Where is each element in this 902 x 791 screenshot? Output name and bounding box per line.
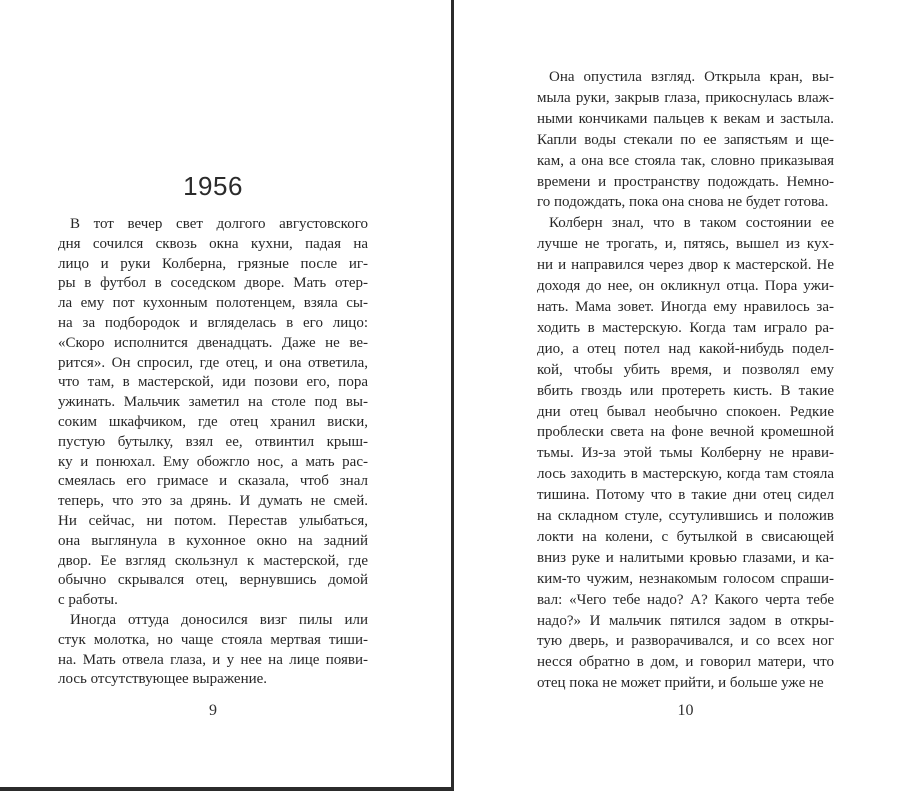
text-line: нать. Мама зовет. Иногда ему нравилось за- [537, 298, 834, 315]
bottom-edge-line [0, 787, 454, 791]
paragraph [537, 213, 834, 694]
text-line: на складном стуле, ссутулившись и положив [537, 508, 834, 525]
text-line: стук молотка, но чаще стояла мертвая тиши- [58, 631, 368, 648]
text-line: ла ему пот кухонным полотенцем, взяла сы- [58, 295, 368, 312]
paragraph [58, 215, 368, 611]
text-line: ры в футбол в соседском дворе. Мать отер- [58, 275, 368, 292]
text-line: ку и понюхал. Ему обожгло нос, а мать рас- [58, 453, 368, 470]
text-line: Она опустила взгляд. Открыла кран, вы- [549, 69, 834, 85]
text-line: на. Мать отвела глаза, и у нее на лице появи- [58, 651, 368, 668]
text-line: двор. Ее взгляд скользнул к мастерской, где [58, 552, 368, 569]
text-line: кой, чтобы убить время, и позволял ему [537, 361, 834, 378]
text-line: на за подбородок и вгляделась в его лицо: [58, 314, 368, 331]
text-line: тую дверь, и разворачивался, и со всех ног [537, 633, 834, 650]
text-line: Иногда оттуда доносился визг пилы или [70, 611, 368, 628]
paragraph [58, 611, 368, 690]
text-line: лучше не трогать, и, пятясь, вышел из кух- [537, 236, 834, 253]
text-line: ходить в мастерскую. Когда там играло ра- [537, 319, 834, 336]
text-line: Капли воды стекали по ее запястьям и ще- [537, 131, 834, 148]
right-page-body [537, 67, 834, 694]
page-number-left: 9 [209, 702, 217, 719]
text-line: локти на колени, с бутылкой в свисающей [537, 528, 834, 545]
text-line: Ни сейчас, ни потом. Перестав улыбаться, [58, 512, 368, 529]
text-line: лось заходить в мастерскую, когда там стояла [537, 466, 834, 483]
text-line: кам, а она все стояла так, словно приказывая [537, 152, 834, 169]
text-line: лось отсутствующее выражение. [58, 671, 268, 688]
text-line: с работы. [58, 592, 118, 609]
chapter-heading: 1956 [183, 171, 243, 201]
text-line: Колберн знал, что в таком состоянии ее [549, 215, 834, 232]
text-line: тьмы. Из-за этой тьмы Колберну не нрави- [537, 445, 834, 462]
text-line: проблески света на фоне вечной кромешной [537, 424, 834, 441]
text-line: надо?» И мальчик пятился задом в откры- [537, 612, 834, 629]
text-line: дня сочился сквозь окна кухни, падая на [58, 235, 368, 252]
text-line: времени и пространству подождать. Немно- [537, 173, 834, 190]
text-line: соким шкафчиком, где отец хранил виски, [58, 413, 368, 430]
text-line: она выглянула в кухонное окно на задний [58, 532, 368, 549]
text-line: дио, а отец потел над какой-нибудь подел- [537, 340, 834, 357]
text-line: смеялась его гримасе и сказала, чтоб знал [58, 473, 368, 490]
text-line: мыла руки, закрыв глаза, прикоснулась влаж- [537, 89, 834, 106]
text-line: тишина. Потому что в такие дни отец сидел [537, 487, 834, 504]
text-line: го подождать, пока она снова не будет готова. [537, 194, 829, 211]
text-line: отец пока не может прийти, и больше уже не [537, 675, 824, 692]
text-line: ким-то чужим, незнакомым голосом спраши- [537, 570, 834, 587]
text-line: пустую бутылку, взял ее, отвинтил крыш- [58, 433, 368, 450]
text-line: несся обратно в дом, и говорил матери, что [537, 654, 834, 671]
text-line: ными кончиками пальцев к векам и застыла. [537, 110, 834, 127]
text-line: рится». Он спросил, где отец, и она ответила, [58, 354, 368, 371]
text-line: теперь, что это за дрянь. И думать не смей. [58, 493, 368, 510]
text-line: дни отец бывал необычно спокоен. Редкие [537, 403, 834, 420]
center-divider-line [451, 0, 454, 791]
text-line: вниз руке и налитыми кровью глазами, и ка- [537, 549, 834, 566]
text-line: «Скоро исполнится двенадцать. Даже не ве- [58, 334, 368, 351]
text-line: вал: «Чего тебе надо? А? Какого черта тебе [537, 591, 834, 608]
text-line: ни и направился через двор к мастерской. Не [537, 257, 834, 274]
text-line: лицо и руки Колберна, грязные после иг- [58, 255, 368, 272]
text-line: что там, в мастерской, иди позови его, пора [58, 374, 368, 391]
text-line: обычно скрывался отец, вернувшись домой [58, 572, 368, 589]
text-line: вбить гвоздь или протереть кисть. В такие [537, 382, 834, 399]
text-line: доходя до нее, он окликнул отца. Пора ужи- [537, 278, 834, 295]
paragraph [537, 67, 834, 213]
text-line: В тот вечер свет долгого августовского [70, 216, 368, 232]
text-line: ужинать. Мальчик заметил на столе под вы- [58, 394, 368, 411]
left-page-body [58, 215, 368, 690]
page-number-right: 10 [677, 702, 694, 719]
right-page [454, 0, 902, 791]
